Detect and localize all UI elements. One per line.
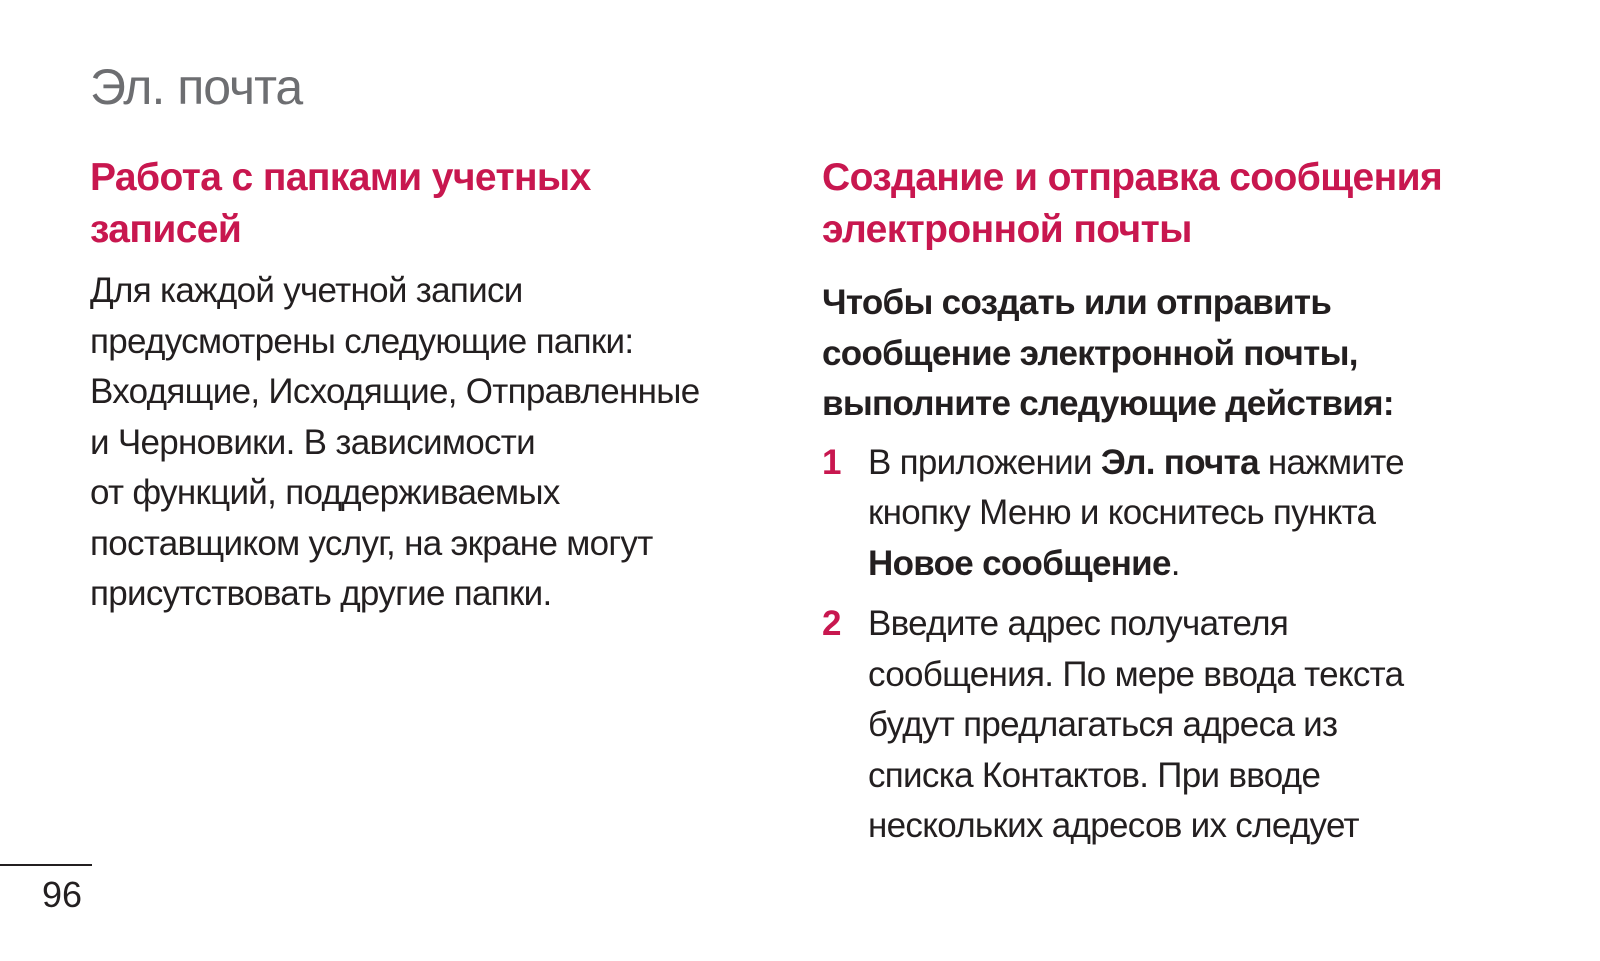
step-text-part: нажмите кнопку Меню и коснитесь пункта xyxy=(868,442,1404,532)
instructions-intro: Чтобы создать или отправить сообщение электронной почты, выполните следующие действия: xyxy=(822,283,1394,423)
step-item-1 xyxy=(822,438,1522,590)
step-number: 2 xyxy=(822,604,841,643)
step-number: 1 xyxy=(822,442,841,482)
step-item-2 xyxy=(822,599,1522,852)
left-heading: Работа с папками учетных записей xyxy=(90,156,591,251)
menu-item-emphasis: Новое сообщение xyxy=(868,543,1171,583)
section-title: Эл. почта xyxy=(90,59,303,115)
right-column xyxy=(822,152,1522,862)
app-name-emphasis: Эл. почта xyxy=(1100,442,1259,482)
step-text-part: . xyxy=(1170,543,1180,583)
page-number: 96 xyxy=(42,874,83,915)
step-text xyxy=(868,443,1404,583)
step-text-part: В приложении xyxy=(868,442,1101,482)
left-column xyxy=(90,152,780,620)
footer-divider xyxy=(0,864,92,866)
steps-list xyxy=(822,438,1522,852)
left-body-text: Для каждой учетной записи предусмотрены следующие папки: Входящие, Исходящие, Отправленные и Черновики. В зависимости от функций, поддерживаемых поставщиком услуг, на экране могут присутствовать другие папки. xyxy=(90,271,700,613)
step-text: Введите адрес получателя сообщения. По мере ввода текста будут предлагаться адреса из списка Контактов. При вводе нескольких адресов их следует xyxy=(868,604,1404,845)
right-heading: Создание и отправка сообщения электронной почты xyxy=(822,156,1443,251)
